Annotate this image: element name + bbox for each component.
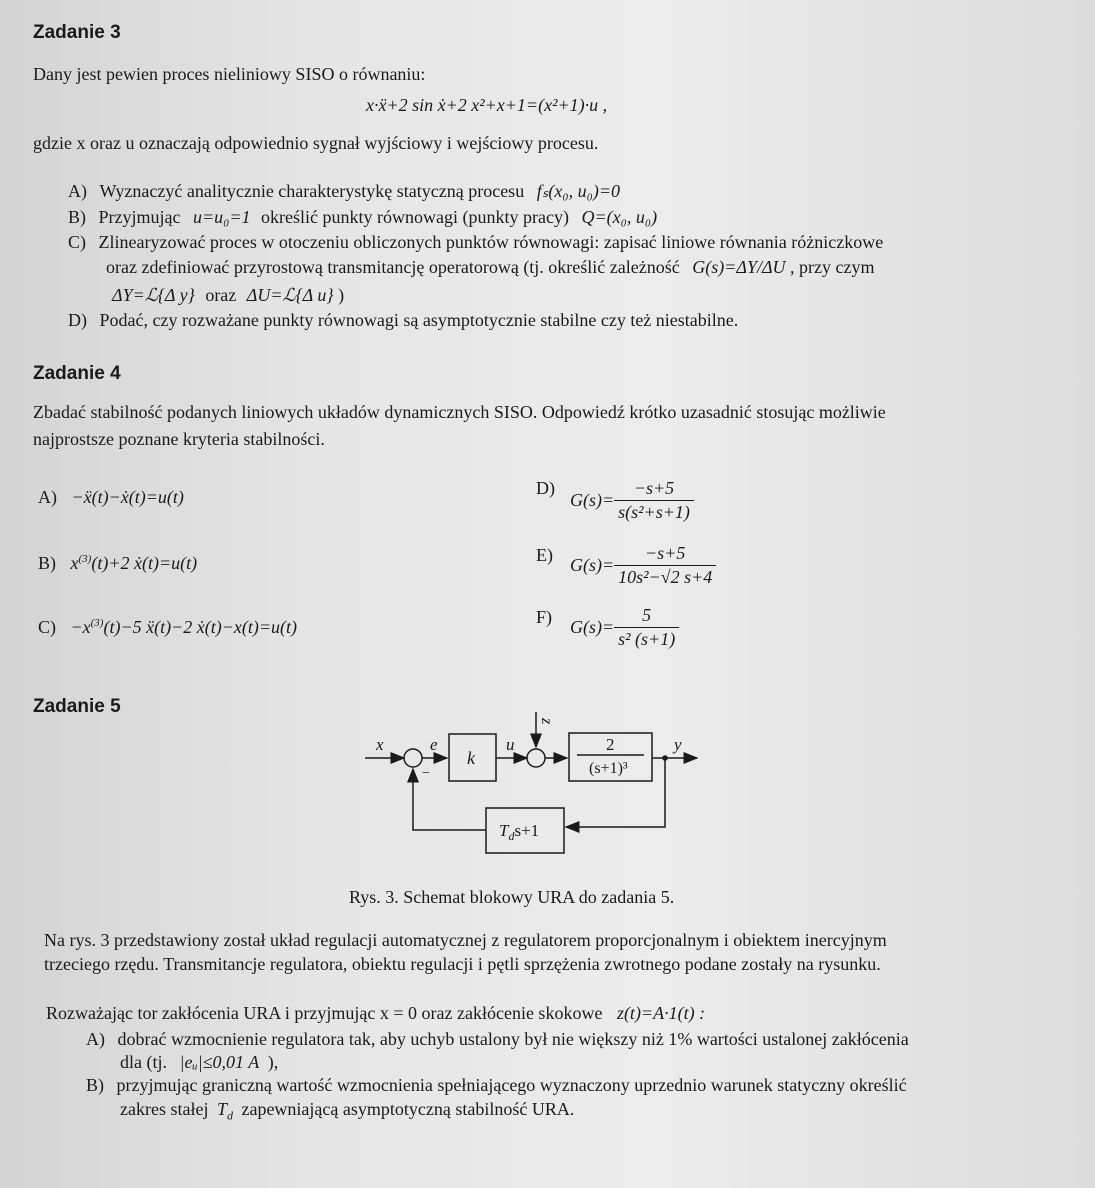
eq-part: (t)−5 ẍ(t)−2 ẋ(t)−x(t)=u(t) — [103, 617, 297, 637]
item-math: G(s)=ΔY/ΔU — [692, 257, 786, 277]
item-label: C) — [68, 232, 86, 252]
item-math: Q=(x₀, u₀) — [581, 207, 658, 227]
z3-item-c-line3 — [112, 285, 344, 306]
item-text: zapewniającą asymptotyczną stabilność URA. — [241, 1099, 575, 1119]
feedback-sub: d — [508, 829, 515, 843]
item-text: Wyznaczyć analitycznie charakterystykę statyczną procesu — [99, 181, 525, 201]
z4-item-e-label: E) — [536, 545, 553, 565]
eq-part: −x — [70, 617, 91, 637]
z3-item-c-line1 — [68, 232, 883, 253]
item-label: C) — [38, 617, 56, 637]
z4-item-f — [570, 605, 679, 650]
label-y: y — [674, 735, 682, 754]
z3-heading: Zadanie 3 — [33, 22, 121, 43]
label-k: k — [467, 748, 475, 768]
item-text: zakres stałej — [120, 1099, 209, 1119]
label-x: x — [376, 735, 384, 754]
item-math: |eᵤ|≤0,01 A — [179, 1052, 260, 1072]
item-text: Przyjmując — [98, 207, 181, 227]
z4-heading: Zadanie 4 — [33, 363, 121, 384]
fraction-numerator: −s+5 — [633, 478, 675, 498]
item-lhs: G(s)= — [570, 490, 615, 510]
z4-item-d-label: D) — [536, 478, 555, 498]
feedback-T: T — [499, 821, 509, 840]
item-label: B) — [86, 1075, 104, 1095]
label-z: z — [538, 718, 555, 725]
item-text: ), — [267, 1052, 279, 1072]
z3-intro: Dany jest pewien proces nieliniowy SISO o równaniu: — [33, 64, 426, 84]
feedback-rest: s+1 — [514, 821, 540, 840]
z5-item-a-line1 — [86, 1029, 909, 1050]
z3-item-d — [68, 310, 738, 331]
eq-part: x — [70, 553, 79, 573]
item-label: A) — [68, 181, 87, 201]
z4-line2: najprostsze poznane kryteria stabilności. — [33, 429, 325, 449]
z4-item-c — [38, 617, 297, 638]
item-text: określić punkty równowagi (punkty pracy) — [261, 207, 569, 227]
z4-item-d — [570, 478, 694, 523]
item-text: oraz zdefiniować przyrostową transmitancję operatorową (tj. określić zależność — [106, 257, 680, 277]
math-sub: d — [226, 1108, 233, 1123]
item-text: oraz — [205, 285, 237, 305]
fraction-numerator: −s+5 — [645, 543, 686, 563]
z5-para1-line1: Na rys. 3 przedstawiony został układ regulacji automatycznej z regulatorem proporcjonalnym i obiektem inercyjnym — [44, 930, 887, 950]
z3-equation: x·ẍ+2 sin ẋ+2 x²+x+1=(x²+1)·u , — [366, 95, 608, 115]
item-text: przyjmując graniczną wartość wzmocnienia spełniającego wyznaczony uprzednio warunek statyczny określić — [116, 1075, 907, 1095]
item-text: dobrać wzmocnienie regulatora tak, aby uchyb ustalony był nie większy niż 1% wartości ustalonej zakłócenia — [117, 1029, 909, 1049]
z5-heading: Zadanie 5 — [33, 696, 121, 717]
eq-superscript: (3) — [90, 617, 104, 629]
item-text: Zlinearyzować proces w otoczeniu obliczonych punktów równowagi: zapisać liniowe równania różniczkowe — [98, 232, 884, 252]
item-label: B) — [68, 207, 86, 227]
eq-part: (t)+2 ẋ(t)=u(t) — [91, 553, 198, 573]
z5-item-b-line2 — [120, 1099, 574, 1124]
label-minus: − — [422, 766, 430, 781]
label-e: e — [430, 735, 438, 754]
item-label: A) — [38, 487, 57, 507]
item-equation — [71, 617, 297, 637]
label-u: u — [506, 735, 515, 754]
fraction-numerator: 5 — [642, 605, 652, 625]
z4-item-f-label: F) — [536, 607, 553, 627]
item-text: dla (tj. — [120, 1052, 167, 1072]
z5-item-b-line1 — [86, 1075, 907, 1096]
fraction-denominator: s(s²+s+1) — [614, 500, 694, 523]
summing-junction-2 — [527, 749, 545, 767]
eq-superscript: (3) — [78, 553, 92, 565]
z4-item-b — [38, 553, 197, 574]
z4-line1: Zbadać stabilność podanych liniowych układów dynamicznych SISO. Odpowiedź krótko uzasadnić stosując możliwie — [33, 402, 886, 422]
z4-item-a — [38, 487, 184, 508]
item-text: Podać, czy rozważane punkty równowagi są asymptotycznie stabilne czy też niestabilne. — [99, 310, 739, 330]
item-math: ΔY=ℒ{Δ y} — [112, 285, 195, 305]
block-diagram — [360, 700, 720, 870]
item-label: D) — [68, 310, 87, 330]
z3-where: gdzie x oraz u oznaczają odpowiednio sygnał wyjściowy i wejściowy procesu. — [33, 133, 599, 153]
fraction-denominator: 10s²−√2 s+4 — [614, 565, 716, 588]
item-label: A) — [86, 1029, 105, 1049]
para-math: z(t)=A·1(t) : — [616, 1003, 706, 1023]
item-text: , przy czym — [790, 257, 875, 277]
item-label: B) — [38, 553, 56, 573]
z5-para1-line2: trzeciego rzędu. Transmitancje regulatora, obiektu regulacji i pętli sprzężenia zwrotnego podane zostały na rysunku. — [44, 954, 881, 974]
item-lhs: G(s)= — [570, 555, 615, 575]
feedback-label — [499, 821, 539, 843]
z4-item-e — [570, 543, 716, 588]
z3-item-a — [68, 181, 620, 202]
branch-point — [662, 755, 668, 761]
item-math: fₛ(x₀, u₀)=0 — [536, 181, 621, 201]
item-text: ) — [338, 285, 345, 305]
item-equation: −ẍ(t)−ẋ(t)=u(t) — [71, 487, 184, 507]
item-math: u=u₀=1 — [192, 207, 251, 227]
z5-item-a-line2 — [120, 1052, 278, 1073]
figure-caption: Rys. 3. Schemat blokowy URA do zadania 5. — [349, 887, 675, 907]
item-lhs: G(s)= — [570, 617, 615, 637]
z3-item-b — [68, 207, 657, 228]
item-math: ΔU=ℒ{Δ u} — [246, 285, 334, 305]
item-math — [216, 1099, 233, 1123]
z3-item-c-line2 — [106, 257, 875, 278]
summing-junction-1 — [404, 749, 422, 767]
plant-denominator: (s+1)³ — [589, 760, 628, 777]
plant-numerator: 2 — [606, 735, 615, 754]
math-T: T — [216, 1099, 227, 1119]
z5-para2 — [46, 1003, 705, 1024]
fraction-denominator: s² (s+1) — [614, 627, 679, 650]
para-text: Rozważając tor zakłócenia URA i przyjmując x = 0 oraz zakłócenie skokowe — [46, 1003, 603, 1023]
item-equation — [71, 553, 198, 573]
